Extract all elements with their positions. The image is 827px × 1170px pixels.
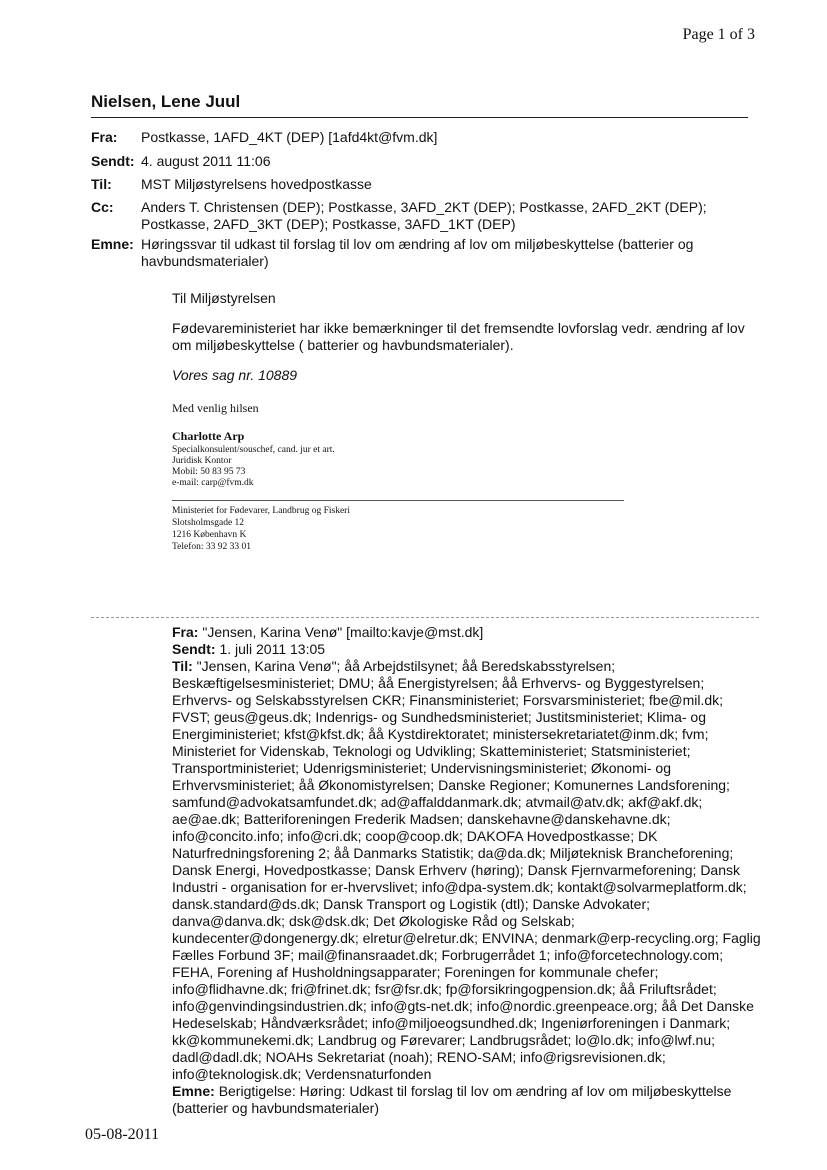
fwd-subject-row: [172, 1083, 762, 1117]
ministry-name: Ministeriet for Fødevarer, Landbrug og Fiskeri: [172, 506, 350, 516]
fwd-to-label: Til:: [172, 658, 193, 674]
message-separator: [91, 617, 759, 618]
fwd-sent-row: [172, 641, 762, 658]
sender-name: Nielsen, Lene Juul: [91, 92, 241, 111]
ministry-details: [172, 505, 350, 553]
sent-row: [91, 153, 741, 170]
ministry-phone: Telefon: 33 92 33 01: [172, 542, 252, 552]
from-value: Postkasse, 1AFD_4KT (DEP) [1afd4kt@fvm.dk]: [141, 129, 438, 145]
cc-value: Anders T. Christensen (DEP); Postkasse, 3AFD_2KT (DEP); Postkasse, 2AFD_2KT (DEP); Postkasse, 2AFD_3KT (DEP); Postkasse, 3AFD_1KT (DEP): [141, 199, 707, 232]
fwd-subject-value: Berigtigelse: Høring: Udkast til forslag til lov om ændring af lov om miljøbeskyttelse (batterier og havbundsmaterialer): [172, 1083, 732, 1116]
page-number: Page 1 of 3: [682, 26, 755, 43]
fwd-from-row: [172, 624, 762, 641]
signature-name: Charlotte Arp: [172, 429, 245, 443]
header-rule: [91, 117, 748, 118]
signoff: Med venlig hilsen: [172, 401, 259, 415]
cc-row: [91, 199, 741, 233]
cc-label: Cc:: [91, 199, 114, 215]
fwd-sent-label: Sendt:: [172, 641, 216, 657]
to-label: Til:: [91, 176, 112, 192]
fwd-subject-label: Emne:: [172, 1083, 215, 1099]
fwd-sent-value: 1. juli 2011 13:05: [219, 641, 326, 657]
sent-label: Sendt:: [91, 153, 135, 169]
signature-title: Specialkonsulent/souschef, cand. jur et art.: [172, 445, 335, 455]
signature-details: [172, 445, 335, 489]
message-body: [172, 290, 762, 397]
footer-date: 05-08-2011: [85, 1126, 160, 1143]
signature-rule: [172, 500, 624, 501]
from-row: [91, 129, 741, 146]
ministry-city: 1216 København K: [172, 530, 247, 540]
body-text: Fødevareministeriet har ikke bemærkninger til det fremsendte lovforslag vedr. ændring af lov om miljøbeskyttelse ( batterier og havbundsmaterialer).: [172, 320, 745, 353]
signature-email: e-mail: carp@fvm.dk: [172, 478, 254, 488]
sent-value: 4. august 2011 11:06: [141, 153, 271, 169]
signature-office: Juridisk Kontor: [172, 456, 232, 466]
subject-label: Emne:: [91, 236, 134, 252]
signature-mobile: Mobil: 50 83 95 73: [172, 467, 246, 477]
forwarded-message: [172, 624, 762, 1117]
fwd-from-value: "Jensen, Karina Venø" [mailto:kavje@mst.dk]: [202, 624, 484, 640]
fwd-from-label: Fra:: [172, 624, 199, 640]
from-label: Fra:: [91, 129, 118, 145]
subject-value: Høringssvar til udkast til forslag til lov om ændring af lov om miljøbeskyttelse (batterier og havbundsmaterialer): [141, 236, 694, 269]
ministry-street: Slotsholmsgade 12: [172, 518, 245, 528]
subject-row: [91, 236, 741, 270]
to-value: MST Miljøstyrelsens hovedpostkasse: [141, 176, 372, 192]
greeting: Til Miljøstyrelsen: [172, 290, 276, 306]
case-reference: Vores sag nr. 10889: [172, 367, 298, 383]
fwd-to-value: "Jensen, Karina Venø"; åå Arbejdstilsynet; åå Beredskabsstyrelsen; Beskæftigelsesministeriet; DMU; åå Energistyrelsen; åå Erhvervs- og Byggestyrelsen; Erhvervs- og Selskabsstyrelsen CKR; Finansministeriet; Forsvarsministeriet; fbe@mil.dk; FVST; geus@geus.dk; Indenrigs- og Sundhedsministeriet; Justitsministeriet; Klima- og Energiministeriet; kfst@kfst.dk; åå Kystdirektoratet; ministersekretariatet@inm.dk; fvm; Ministeriet for Videnskab, Teknologi og Udvikling; Skatteministeriet; Statsministeriet; Transportministeriet; Udenrigsministeriet; Undervisningsministeriet; Økonomi- og Erhvervsministeriet; åå Økonomistyrelsen; Danske Regioner; Komunernes Landsforening; samfund@advokatsamfundet.dk; ad@affalddanmark.dk; atvmail@atv.dk; akf@akf.dk; ae@ae.dk; Batteriforeningen Frederik Madsen; danskehavne@danskehavne.dk; info@concito.info; info@cri.dk; coop@coop.dk; DAKOFA Hovedpostkasse; DK Naturfredningsforening 2; åå Danmarks Statistik; da@da.dk; Miljøteknisk Brancheforening; Dansk Energi, Hovedpostkasse; Dansk Erhverv (høring); Dansk Fjernvarmeforening; Dansk Industri - organisation for er-hvervslivet; info@dpa-system.dk; kontakt@solvarmeplatform.dk; dansk.standard@ds.dk; Dansk Transport og Logistik (dtl); Danske Advokater; danva@danva.dk; dsk@dsk.dk; Det Økologiske Råd og Selskab; kundecenter@dongenergy.dk; elretur@elretur.dk; ENVINA; denmark@erp-recycling.org; Faglig Fælles Forbund 3F; mail@finansraadet.dk; Forbrugerrådet 1; info@forcetechnology.com; FEHA, Forening af Husholdningsapparater; Foreningen for kommunale chefer; info@flidhavne.dk; fri@frinet.dk; fsr@fsr.dk; fp@forsikringogpension.dk; åå Friluftsrådet; info@genvindingsindustrien.dk; info@gts-net.dk; info@nordic.greenpeace.org; åå Det Danske Hedeselskab; Håndværksrådet; info@miljoeogsundhed.dk; Ingeniørforeningen i Danmark; kk@kommunekemi.dk; Landbrug og Førevarer; Landbrugsrådet; lo@lo.dk; info@lwf.nu; dadl@dadl.dk; NOAHs Sekretariat (noah); RENO-SAM; info@rigsrevisionen.dk; info@teknologisk.dk; Verdensnaturfonden: [172, 658, 761, 1082]
fwd-to-row: [172, 658, 762, 1083]
to-row: [91, 176, 741, 193]
